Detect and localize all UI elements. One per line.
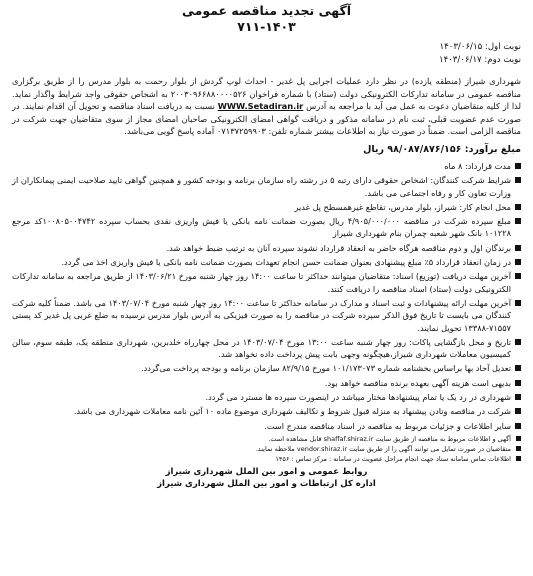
list-item: مبلغ سپرده شرکت در مناقصه ۴/۹۰۵/۰۰۰/۰۰۰ ریال بصورت ضمانت نامه بانکی یا فیش واریزی نقدی بحساب سپرده ۱۰۰۸۰۵۰۰۴۷۴۲کد مرجع ۱۰۱۲۲۸ بانک شهر شعبه چمران بنام شهرداری شیراز [12,215,521,240]
note-item: اطلاعات تماس سامانه ستاد جهت انجام مراحل عضویت در سامانه : مرکز تماس : ۱۴۵۶ [12,454,521,464]
list-item: سایر اطلاعات و جزئیات مربوط به مناقصه در اسناد مناقصه مندرج است. [12,420,521,432]
intro-text-part2: نسبت به دریافت اسناد مناقصه و تحویل آن اقدام نمایند. در صورت عدم عضویت قبلی، ثبت نام در سامانه مذکور و دریافت گواهی امضای الکترونیکی صاحبان امضای مجاز از سوی متقاضیان جهت شرکت در مناقصه الزامی است. ضمناً در صورت نیاز به اطلاعات بیشتر شماره تلفن: ۰۷۱۳۷۲۵۹۹۰۳ آماده پاسخ گویی می‌باشد. [12,101,521,137]
list-item: آخرین مهلت ارائه پیشنهادات و ثبت اسناد و مدارک در سامانه حداکثر تا ساعت ۱۴:۰۰ روز چهار شنبه مورخ ۱۴۰۳/۰۷/۰۴ می باشد. ضمناً کلیه شرکت کنندگان می بایست تا تاریخ فوق الذکر سپرده شرکت در مناقصه را به صورت فیزیکی به آدرس بلوار مدرس نرسیده به ضلع غربی پل غدیر کد پستی ۷۱۵۵۷-۱۳۳۸۸ تحویل نمایند. [12,297,521,334]
second-publication-date: نوبت دوم: ۱۴۰۳/۰۶/۱۷ [438,55,521,65]
list-item: آخرین مهلت دریافت (توزیع) اسناد: متقاضیان میتوانند حداکثر تا ساعت ۱۴:۰۰ روز چهار شنبه مورخ ۱۴۰۳/۰۶/۲۱ از طریق مراجعه به سامانه تدارکات الکترونیکی دولت (ستاد) اسناد مناقصه را دریافت کنند. [12,270,521,295]
first-publication-date: نوبت اول: ۱۴۰۳/۰۶/۱۵ [439,42,521,52]
list-item: برندگان اول و دوم مناقصه هرگاه حاضر به انعقاد قرارداد نشوند سپرده آنان به ترتیب ضبط خواهد شد. [12,242,521,254]
list-item: در زمان انعقاد قرارداد ۵٪ مبلغ پیشنهادی بعنوان ضمانت حسن انجام تعهدات بصورت ضمانت نامه بانکی یا فیش واریزی اخذ می گردد. [12,256,521,268]
notice-number: ۷۱۱-۱۴۰۳ [237,19,296,34]
list-item: شهرداری در رد یک یا تمام پیشنهادها مختار میباشد در اینصورت سپرده ها مسترد می گردد. [12,391,521,403]
signature-line-2: اداره کل ارتباطات و امور بین الملل شهرداری شیراز [157,478,376,489]
list-item: شرایط شرکت کنندگان: اشخاص حقوقی دارای رتبه ۵ در رشته راه سازمان برنامه و بودجه کشور و همچنین گواهی تایید صلاحیت ایمنی پیمانکاران از وزارت تعاون کار و رفاه اجتماعی می باشد. [12,174,521,199]
signature-line-1: روابط عمومی و امور بین الملل شهرداری شیراز [165,466,368,477]
intro-text-part1: شهرداری شیراز (منطقه یازده) در نظر دارد عملیات اجرایی پل غدیر - احداث لوپ گردش از بلوار رحمت به بلوار مدرس را از طریق برگزاری مناقصه عمومی در سامانه تدارکات الکترونیکی دولت (ستاد) با شماره فراخوان ۲۰۰۳۰۹۶۶۸۸۰۰۰۰۵۲۶ به اشخاص حقوقی واجد شرایط واگذار نماید. لذا از کلیه متقاضیان دعوت به عمل می آید با مراجعه به آدرس [12,76,522,112]
intro-paragraph [12,75,521,138]
list-item: تاریخ و محل بازگشایی پاکات: روز چهار شنبه ساعت ۱۳:۰۰ مورخ ۱۴۰۳/۰۷/۰۴ در محل چهارراه خلدبرین، شهرداری منطقه یک، طبقه سوم، سالن کمیسیون معاملات شهرداری شیراز،هیچگونه وجهی بابت پیش پرداخت داده نخواهد شد. [12,336,521,361]
setadiran-link[interactable]: WWW.Setadiran.ir [217,101,304,112]
note-item: آگهی و اطلاعات مربوط به مناقصه از طریق سایت shaffaf.shiraz.ir قابل مشاهده است. [12,434,521,444]
list-item: مدت قرارداد: ۸ ماه [12,160,521,172]
list-item: تعدیل آحاد بها براساس بخشنامه شماره ۱۰۱/۱۷۳۰۷۳ مورخ ۸۲/۹/۱۵ سازمان برنامه و بودجه پرداخت می‌گردد. [12,362,521,374]
notice-title: آگهی تجدید مناقصه عمومی [181,3,352,18]
list-item: محل انجام کار: شیراز، بلوار مدرس، تقاطع غیرهمسطح پل غدیر [12,201,521,213]
publication-dates [12,41,521,67]
conditions-list [12,160,521,432]
estimated-amount: مبلغ برآورد: ۹۸/۰۸۷/۸۷۶/۱۵۶ ریال [363,143,521,155]
list-item: بدیهی است هزینه آگهی بعهده برنده مناقصه خواهد بود. [12,377,521,389]
list-item: شرکت در مناقصه وتادن پیشنهاد به منزله قبول شروط و تکالیف شهرداری موضوع ماده ۱۰ آئین نامه معاملات شهرداری می باشد. [12,405,521,417]
note-item: متقاضیان در صورت تمایل می توانند آگهی را از طریق سایت vendor.shiraz.ir ملاحظه نمایند. [12,444,521,454]
notes-list [12,434,521,464]
